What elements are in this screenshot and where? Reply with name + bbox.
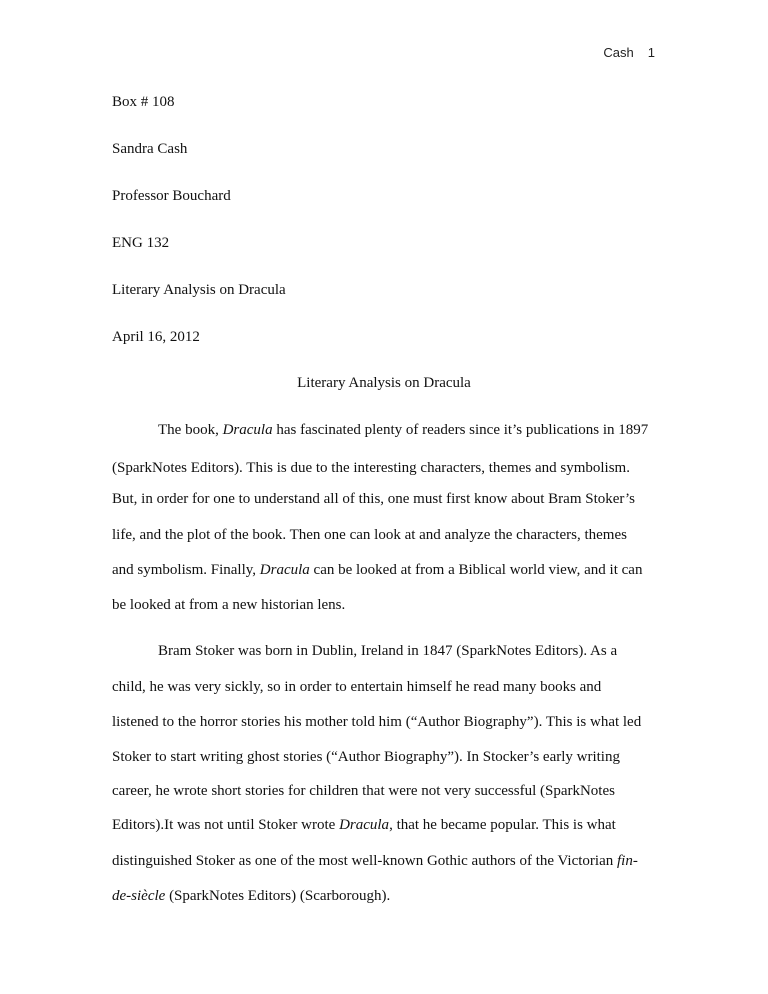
paragraph-1-line: The book, Dracula has fascinated plenty of readers since it’s publications in 1897 (158, 422, 649, 438)
assignment-title: Literary Analysis on Dracula (112, 282, 286, 298)
box-number: Box # 108 (112, 94, 175, 110)
header-name: Cash (603, 45, 634, 60)
date: April 16, 2012 (112, 329, 200, 345)
page-number: 1 (647, 45, 655, 60)
course-code: ENG 132 (112, 235, 170, 251)
paragraph-2-line: Stoker to start writing ghost stories (“Author Biography”). In Stocker’s early writing (112, 749, 620, 765)
page-title: Literary Analysis on Dracula (297, 375, 471, 391)
paragraph-2-line: de-siècle (SparkNotes Editors) (Scarborough). (112, 888, 391, 904)
author-name: Sandra Cash (112, 141, 188, 157)
paragraph-2-line: distinguished Stoker as one of the most well-known Gothic authors of the Victorian fin- (112, 853, 638, 869)
paragraph-2-line: Bram Stoker was born in Dublin, Ireland in 1847 (SparkNotes Editors). As a (158, 643, 618, 659)
paragraph-2-line: Editors).It was not until Stoker wrote Dracula, that he became popular. This is what (112, 817, 616, 833)
paragraph-1-line: and symbolism. Finally, Dracula can be looked at from a Biblical world view, and it can (112, 562, 643, 578)
professor-name: Professor Bouchard (112, 188, 231, 204)
paragraph-2-line: listened to the horror stories his mother told him (“Author Biography”). This is what led (112, 714, 642, 730)
paragraph-1-line: life, and the plot of the book. Then one can look at and analyze the characters, themes (112, 527, 627, 543)
paragraph-2-line: child, he was very sickly, so in order to entertain himself he read many books and (112, 679, 602, 695)
paragraph-2-line: career, he wrote short stories for children that were not very successful (SparkNotes (112, 783, 615, 799)
paragraph-1-line: But, in order for one to understand all of this, one must first know about Bram Stoker’s (112, 491, 635, 507)
paragraph-1-line: (SparkNotes Editors). This is due to the interesting characters, themes and symbolism. (112, 460, 630, 476)
running-header (0, 45, 655, 60)
paragraph-1-line: be looked at from a new historian lens. (112, 597, 346, 613)
